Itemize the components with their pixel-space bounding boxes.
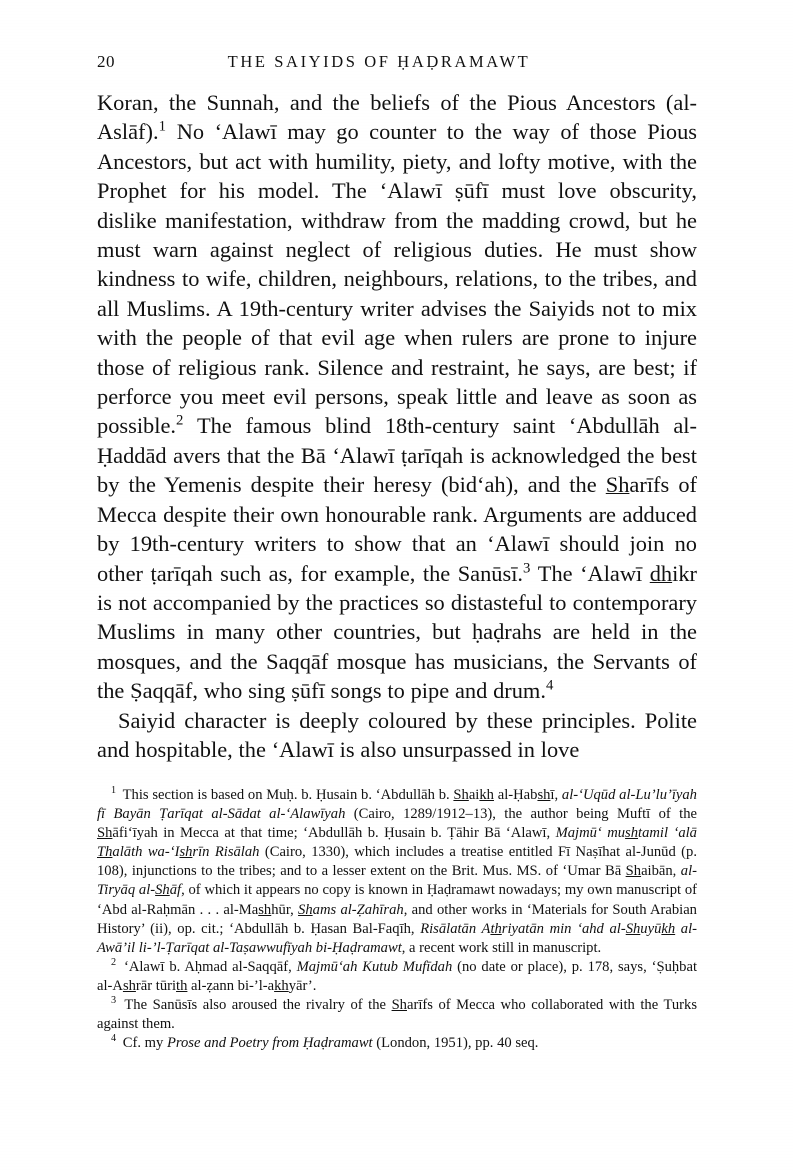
paragraph: Saiyid character is deeply coloured by these principles. Polite and hospitable, the ‘Alawī is also unsurpassed in love — [97, 707, 697, 762]
running-head — [97, 52, 695, 76]
footnote-3: $^3$ The Sanūsīs also aroused the rivalry of the Sharīfs of Mecca who collaborated with the Turks against them. — [97, 995, 697, 1033]
footnote-ref-4[interactable]: 4 — [545, 677, 554, 694]
paragraph: Koran, the Sunnah, and the beliefs of the Pious Ancestors (al-Aslāf).$^1$ No ‘Alawī may go counter to the way of those Pious Ancestors, but act with humility, piety, and lofty motive, with the Prophet for his model. The ‘Alawī ṣūfī must love obscurity, dislike manifestation, withdraw from the madding crowd, but he must warn against neglect of religious duties. He must show kindness to wife, children, neighbours, relations, to the tribes, and all Muslims. A 19th-century writer advises the Saiyids not to mix with the people of that evil age when rulers are prone to injure those of religious rank. Silence and restraint, he says, are best; if perforce you meet evil persons, speak little and leave as soon as possible.$^2$ The famous blind 18th-century saint ‘Abdullāh al-Ḥaddād avers that the Bā ‘Alawī ṭarīqah is acknowledged the best by the Yemenis despite their heresy (bid‘ah), and the Sharīfs of Mecca despite their own honourable rank. Arguments are adduced by 19th-century writers to show that an ‘Alawī should join no other ṭarīqah such as, for example, the Sanūsī.$^3$ The ‘Alawī dhikr is not accompanied by the practices so distasteful to contemporary Muslims in many other countries, but ḥaḍrahs are held in the mosques, and the Saqqāf mosque has musicians, the Servants of the Ṣaqqāf, who sing ṣūfī songs to pipe and drum.$^4$ — [97, 90, 697, 704]
footnote-marker: 1 — [111, 785, 117, 797]
body-text — [97, 88, 697, 764]
footnote-marker: 2 — [111, 956, 117, 968]
footnote-marker: 3 — [111, 995, 117, 1007]
page-number: 20 — [97, 52, 115, 71]
running-title: THE SAIYIDS OF ḤAḌRAMAWT — [227, 52, 531, 71]
footnote-ref-1[interactable]: 1 — [158, 118, 167, 135]
footnote-marker: 4 — [111, 1033, 117, 1045]
footnote-1: $^1$ This section is based on Muḥ. b. Ḥusain b. ‘Abdullāh b. Shaikh al-Ḥabshī, al-‘Uqūd al-Lu’lu’īyah fī Bayān Ṭarīqat al-Sādat al-‘Alawīyah (Cairo, 1289/1912–13), the author being Muftī of the Shāfi‘īyah in Mecca at that time; ‘Abdullāh b. Ḥusain b. Ṭāhir Bā ‘Alawī, Majmū‘ mushtamil ‘alā Thalāth wa-‘Ishrīn Risālah (Cairo, 1330), which includes a treatise entitled Fī Naṣīhat al-Junūd (p. 108), injunctions to the tribes; and to a lesser extent on the Brit. Mus. MS. of ‘Umar Bā Shaibān, al-Tiryāq al-Shāf, of which it appears no copy is known in Ḥaḍramawt nowadays; my own manuscript of ‘Abd al-Raḥmān . . . al-Mashhūr, Shams al-Ẓahīrah, and other works in ‘Materials for South Arabian History’ (ii), op. cit.; ‘Abdullāh b. Ḥasan Bal-Faqīh, Risālatān Athriyatān min ‘ahd al-Shuyūkh al-Awā’il li-’l-Ṭarīqat al-Taṣawwufīyah bi-Ḥaḍramawt, a recent work still in manuscript. — [97, 785, 698, 956]
footnote-block — [97, 786, 697, 1053]
footnote-4: $^4$ Cf. my Prose and Poetry from Ḥaḍramawt (London, 1951), pp. 40 seq. — [111, 1033, 539, 1052]
footnote-ref-2[interactable]: 2 — [176, 413, 184, 429]
footnote-2: $^2$ ‘Alawī b. Aḥmad al-Saqqāf, Majmū‘ah Kutub Mufīdah (no date or place), p. 178, says, ‘Ṣuḥbat al-Ashrār tūrith al-ẓann bi-’l-akhyār’. — [97, 956, 697, 994]
footnote-ref-3[interactable]: 3 — [523, 560, 531, 577]
